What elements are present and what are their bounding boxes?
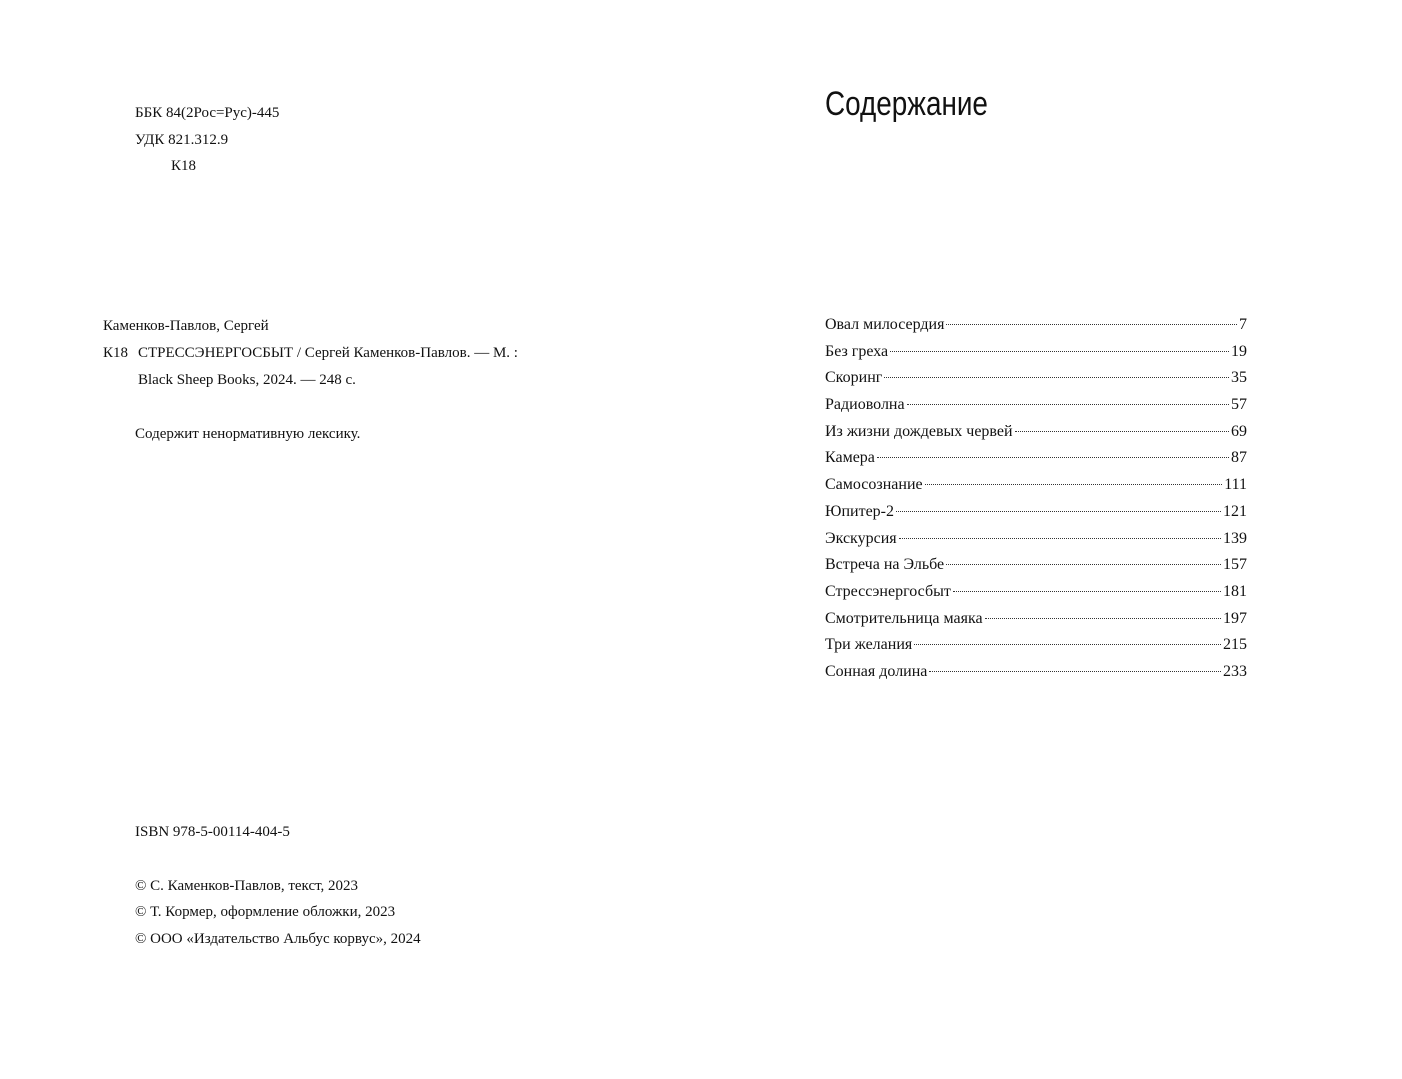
dot-leader — [946, 564, 1221, 565]
toc-entry-title: Без греха — [825, 342, 889, 360]
bbk-code: ББК 84(2Рос=Рус)-445 — [135, 105, 280, 121]
dot-leader — [914, 644, 1221, 645]
toc-entry-title: Из жизни дождевых червей — [825, 422, 1013, 440]
toc-entry-title: Юпитер-2 — [825, 502, 894, 520]
dot-leader — [884, 377, 1229, 378]
dot-leader — [877, 457, 1229, 458]
toc-entry-page: 181 — [1223, 582, 1247, 600]
toc-entry-page: 69 — [1231, 422, 1247, 440]
author-mark: К18 — [171, 158, 197, 174]
toc-entry — [825, 661, 1247, 688]
toc-list — [825, 314, 1247, 688]
toc-entry-page: 197 — [1223, 609, 1247, 627]
toc-entry-page: 87 — [1231, 449, 1247, 467]
toc-entry — [825, 554, 1247, 581]
dot-leader — [925, 484, 1223, 485]
dot-leader — [985, 618, 1221, 619]
toc-entry-title: Скоринг — [825, 369, 883, 387]
toc-entry — [825, 314, 1247, 341]
toc-entry — [825, 581, 1247, 608]
isbn: ISBN 978-5-00114-404-5 — [135, 824, 290, 840]
dot-leader — [1015, 431, 1229, 432]
toc-entry — [825, 634, 1247, 661]
toc-entry-title: Встреча на Эльбе — [825, 556, 945, 574]
copyright-line: © Т. Кормер, оформление обложки, 2023 — [135, 904, 396, 920]
toc-entry-title: Смотрительница маяка — [825, 609, 983, 627]
dot-leader — [899, 538, 1221, 539]
toc-entry — [825, 367, 1247, 394]
toc-entry-title: Радиоволна — [825, 396, 905, 414]
toc-entry-page: 19 — [1231, 342, 1247, 360]
author-heading: Каменков-Павлов, Сергей — [103, 318, 269, 334]
toc-entry — [825, 421, 1247, 448]
toc-entry-title: Стрессэнергосбыт — [825, 582, 951, 600]
toc-entry-page: 121 — [1223, 502, 1247, 520]
toc-entry — [825, 501, 1247, 528]
toc-entry-page: 35 — [1231, 369, 1247, 387]
toc-entry-page: 111 — [1224, 476, 1247, 494]
toc-entry — [825, 608, 1247, 635]
toc-entry-title: Овал милосердия — [825, 316, 945, 333]
toc-entry-page: 139 — [1223, 529, 1247, 547]
dot-leader — [890, 351, 1229, 352]
toc-entry-title: Самосознание — [825, 476, 923, 494]
copyright-line: © С. Каменков-Павлов, текст, 2023 — [135, 878, 359, 894]
bib-publisher: Black Sheep Books, 2024. — 248 с. — [138, 372, 356, 388]
toc-entry-page: 157 — [1223, 556, 1247, 574]
toc-entry — [825, 341, 1247, 368]
contents-page — [701, 0, 1402, 1079]
dot-leader — [929, 671, 1221, 672]
dot-leader — [953, 591, 1221, 592]
contents-title: Содержание — [825, 85, 988, 123]
dot-leader — [946, 324, 1237, 325]
toc-entry — [825, 394, 1247, 421]
toc-entry-title: Три желания — [825, 636, 913, 654]
toc-entry-page: 215 — [1223, 636, 1247, 654]
toc-entry-page: 57 — [1231, 396, 1247, 414]
bib-author-mark: К18 — [103, 345, 129, 361]
toc-entry — [825, 528, 1247, 555]
toc-entry — [825, 447, 1247, 474]
toc-entry-title: Экскурсия — [825, 529, 897, 547]
content-warning: Содержит ненормативную лексику. — [135, 426, 361, 442]
bib-description: СТРЕССЭНЕРГОСБЫТ / Сергей Каменков-Павлов. — М. : — [138, 345, 518, 361]
toc-entry-page: 7 — [1239, 316, 1247, 333]
toc-entry-title: Камера — [825, 449, 875, 467]
dot-leader — [907, 404, 1229, 405]
toc-entry-page: 233 — [1223, 662, 1247, 680]
toc-entry-title: Сонная долина — [825, 662, 928, 680]
toc-entry — [825, 474, 1247, 501]
udk-code: УДК 821.312.9 — [135, 132, 229, 148]
dot-leader — [896, 511, 1221, 512]
copyright-line: © ООО «Издательство Альбус корвус», 2024 — [135, 931, 421, 947]
